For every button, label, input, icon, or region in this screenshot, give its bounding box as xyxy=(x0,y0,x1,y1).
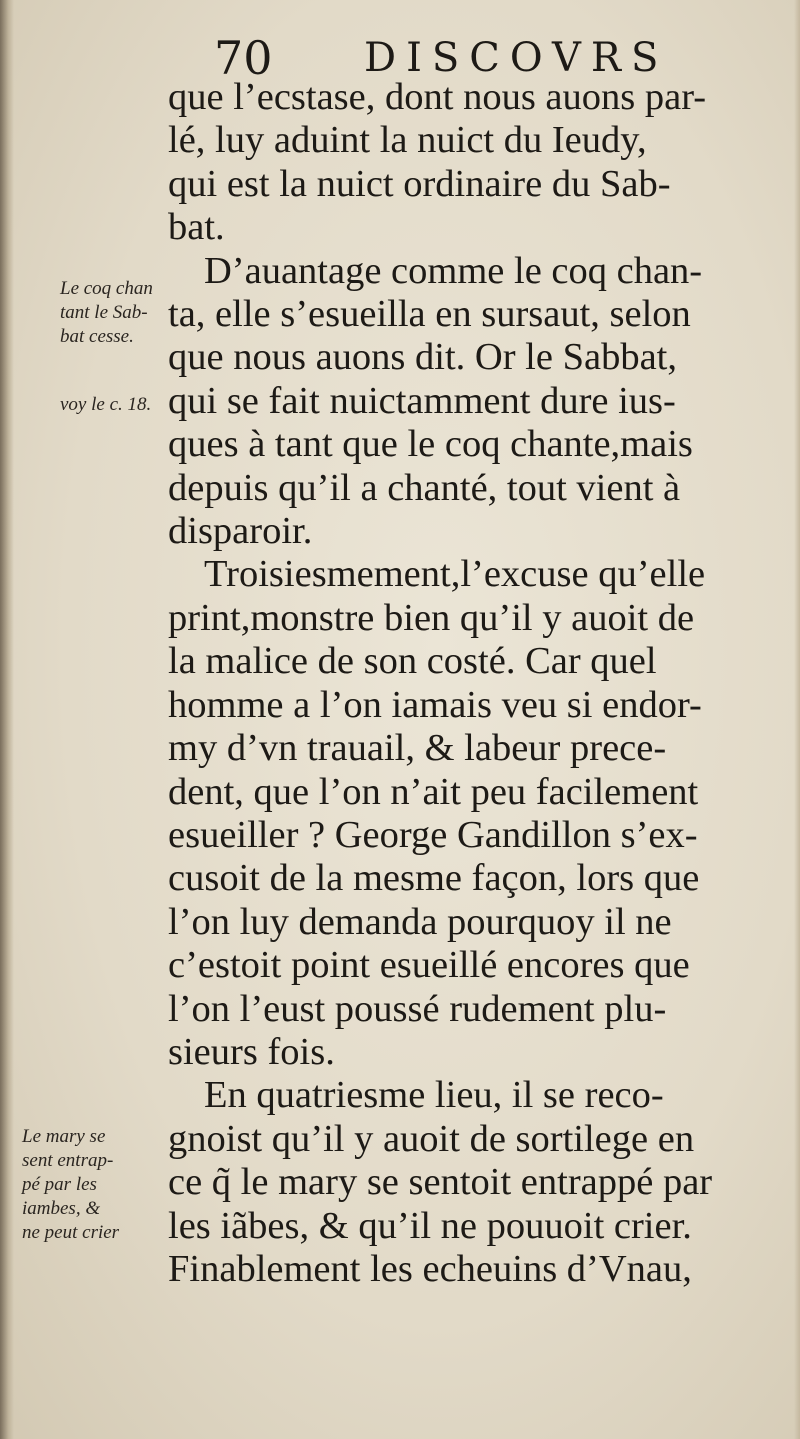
text-line: D’auantage comme le coq chan- xyxy=(204,249,703,292)
text-line: depuis qu’il a chanté, tout vient à xyxy=(168,466,681,509)
body-text xyxy=(168,76,773,1291)
text-line: print,monstre bien qu’il y auoit de xyxy=(168,596,695,639)
text-line: gnoist qu’il y auoit de sortilege en xyxy=(168,1117,695,1160)
running-title: DISCOVRS xyxy=(364,35,669,81)
text-line: que l’ecstase, dont nous auons par- xyxy=(168,76,707,118)
text-line: qui se fait nuictamment dure ius- xyxy=(168,379,676,422)
margin-note: tant le Sab- xyxy=(60,302,148,323)
text-line: Finablement les echeuins d’Vnau, xyxy=(168,1247,692,1290)
text-line: que nous auons dit. Or le Sabbat, xyxy=(168,336,677,379)
page-gutter-shadow xyxy=(0,0,14,1439)
text-line: sieurs fois. xyxy=(168,1030,335,1073)
text-line: dent, que l’on n’ait peu facilement xyxy=(168,770,699,813)
margin-note: Le coq chan xyxy=(60,278,153,299)
text-line: my d’vn trauail, & labeur prece- xyxy=(168,727,667,770)
text-line: En quatriesme lieu, il se reco- xyxy=(204,1074,664,1117)
text-line: l’on luy demanda pourquoy il ne xyxy=(168,900,672,943)
text-line: la malice de son costé. Car quel xyxy=(168,640,657,683)
text-line: homme a l’on iamais veu si endor- xyxy=(168,683,702,726)
text-line: cusoit de la mesme façon, lors que xyxy=(168,857,700,900)
text-line: les iãbes, & qu’il ne pouuoit crier. xyxy=(168,1204,692,1247)
text-line: ta, elle s’esueilla en sursaut, selon xyxy=(168,293,691,336)
text-line: qui est la nuict ordinaire du Sab- xyxy=(168,162,671,205)
margin-note: pé par les xyxy=(22,1174,97,1195)
text-line: Troisiesmement,l’excuse qu’elle xyxy=(204,553,706,596)
text-line: bat. xyxy=(168,206,225,249)
margin-note: Le mary se xyxy=(22,1126,106,1147)
text-line: disparoir. xyxy=(168,510,313,553)
text-line: esueiller ? George Gandillon s’ex- xyxy=(168,813,698,856)
page-edge xyxy=(794,0,800,1439)
margin-note: bat cesse. xyxy=(60,326,134,347)
text-line: ques à tant que le coq chante,mais xyxy=(168,423,693,466)
text-line: l’on l’eust poussé rudement plu- xyxy=(168,987,667,1030)
page-number: 70 xyxy=(214,31,273,85)
text-line: c’estoit point esueillé encores que xyxy=(168,944,690,987)
margin-note: ne peut crier xyxy=(22,1222,120,1243)
margin-note: sent entrap- xyxy=(22,1150,114,1171)
margin-note: iambes, & xyxy=(22,1198,101,1219)
margin-note: voy le c. 18. xyxy=(60,394,152,415)
text-line: ce q̃ le mary se sentoit entrappé par xyxy=(168,1161,713,1204)
text-line: lé, luy aduint la nuict du Ieudy, xyxy=(168,119,647,162)
